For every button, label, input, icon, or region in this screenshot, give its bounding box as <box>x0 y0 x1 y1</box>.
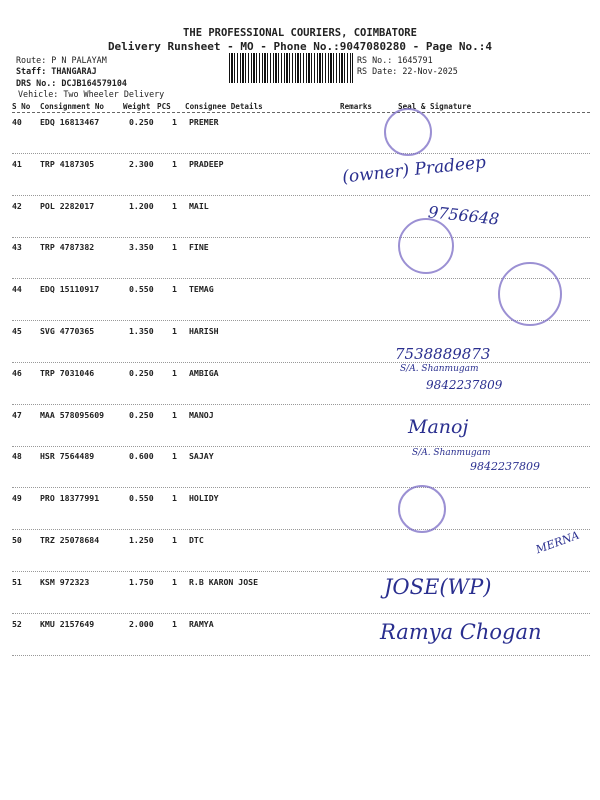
row-divider <box>12 404 590 405</box>
pcs-cell: 1 <box>172 451 177 462</box>
signature-mail: 9756648 <box>427 202 501 229</box>
sno-cell: 46 <box>12 367 22 378</box>
consignment-cell: TRP 4187305 <box>40 158 95 169</box>
consignment-cell: TRZ 25078684 <box>40 535 100 545</box>
header-rule <box>12 112 590 113</box>
weight-cell: 0.250 <box>129 367 154 378</box>
company-title: THE PROFESSIONAL COURIERS, COIMBATORE <box>183 27 417 39</box>
sno-cell: 52 <box>12 618 22 629</box>
weight-cell: 2.300 <box>129 158 154 169</box>
signature-sajay-name: S/A. Shanmugam <box>412 448 491 458</box>
sno-cell: 48 <box>12 451 22 462</box>
col-remarks: Remarks <box>340 102 373 111</box>
sno-cell: 49 <box>12 493 22 504</box>
signature-pradeep: (owner) Pradeep <box>341 152 487 188</box>
consignee-cell: DTC <box>189 535 204 545</box>
consignment-cell: TRP 7031046 <box>40 367 95 378</box>
pcs-cell: 1 <box>172 158 177 169</box>
row-divider <box>12 320 590 321</box>
weight-cell: 0.550 <box>129 493 154 504</box>
row-divider <box>12 362 590 363</box>
rs-number: RS No.: 1645791 <box>357 55 433 65</box>
row-divider <box>12 446 590 447</box>
col-sno: S No <box>12 102 31 111</box>
weight-cell: 1.200 <box>129 200 154 211</box>
pcs-cell: 1 <box>172 409 177 420</box>
row-divider <box>12 487 590 488</box>
sno-cell: 43 <box>12 242 22 253</box>
consignment-cell: EDQ 16813467 <box>40 117 100 127</box>
seal-stamp <box>398 218 454 274</box>
row-divider <box>12 655 590 656</box>
consignment-cell: HSR 7564489 <box>40 451 95 462</box>
row-divider <box>12 571 590 572</box>
signature-harish-name: S/A. Shanmugam <box>400 364 479 374</box>
sno-cell: 45 <box>12 326 22 336</box>
consignee-cell: HARISH <box>189 326 219 336</box>
consignee-cell: RAMYA <box>189 618 214 629</box>
pcs-cell: 1 <box>172 284 177 295</box>
col-pcs: PCS <box>157 102 171 111</box>
sno-cell: 44 <box>12 284 22 295</box>
consignee-cell: PRADEEP <box>189 158 224 169</box>
weight-cell: 1.250 <box>129 535 154 545</box>
col-weight: Weight <box>123 102 151 111</box>
consignment-cell: KMU 2157649 <box>40 618 95 629</box>
weight-cell: 3.350 <box>129 242 154 253</box>
runsheet-subtitle: Delivery Runsheet - MO - Phone No.:9047080280 - Page No.:4 <box>107 40 493 53</box>
consignee-cell: SAJAY <box>189 451 214 462</box>
signature-harish-phone2: 9842237809 <box>426 378 503 392</box>
weight-cell: 0.550 <box>129 284 154 295</box>
seal-stamp <box>498 262 562 326</box>
weight-cell: 0.600 <box>129 451 154 462</box>
pcs-cell: 1 <box>172 242 177 253</box>
row-divider <box>12 153 590 154</box>
signature-jose: JOSE(WP) <box>384 575 492 599</box>
weight-cell: 1.750 <box>129 576 154 587</box>
signature-dtc: MERNA <box>534 528 582 557</box>
weight-cell: 1.350 <box>129 326 154 336</box>
pcs-cell: 1 <box>172 493 177 504</box>
pcs-cell: 1 <box>172 326 177 336</box>
signature-sajay-phone: 9842237809 <box>470 460 540 473</box>
consignment-cell: POL 2282017 <box>40 200 95 211</box>
consignment-cell: KSM 972323 <box>40 576 90 587</box>
route: Route: P N PALAYAM <box>16 55 107 65</box>
row-divider <box>12 195 590 196</box>
signature-manoj: Manoj <box>408 416 469 438</box>
row-divider <box>12 613 590 614</box>
consignment-cell: SVG 4770365 <box>40 326 95 336</box>
consignee-cell: FINE <box>189 242 209 253</box>
sno-cell: 42 <box>12 200 22 211</box>
consignee-cell: AMBIGA <box>189 367 219 378</box>
weight-cell: 2.000 <box>129 618 154 629</box>
row-divider <box>12 529 590 530</box>
seal-stamp <box>398 485 446 533</box>
weight-cell: 0.250 <box>129 409 154 420</box>
consignee-cell: MANOJ <box>189 409 214 420</box>
pcs-cell: 1 <box>172 117 177 127</box>
row-divider <box>12 237 590 238</box>
pcs-cell: 1 <box>172 535 177 545</box>
signature-harish-phone: 7538889873 <box>395 345 491 363</box>
barcode <box>229 53 353 83</box>
consignment-cell: EDQ 15110917 <box>40 284 100 295</box>
vehicle: Vehicle: Two Wheeler Delivery <box>18 89 165 99</box>
signature-ramya: Ramya Chogan <box>380 620 542 644</box>
rs-date: RS Date: 22-Nov-2025 <box>357 66 458 76</box>
sno-cell: 40 <box>12 117 22 127</box>
pcs-cell: 1 <box>172 576 177 587</box>
consignee-cell: PREMER <box>189 117 219 127</box>
pcs-cell: 1 <box>172 618 177 629</box>
consignee-cell: HOLIDY <box>189 493 219 504</box>
pcs-cell: 1 <box>172 200 177 211</box>
consignment-cell: TRP 4787382 <box>40 242 95 253</box>
staff: Staff: THANGARAJ <box>16 66 97 76</box>
weight-cell: 0.250 <box>129 117 154 127</box>
col-consignee: Consignee Details <box>185 102 263 111</box>
col-seal-signature: Seal & Signature <box>398 102 472 111</box>
consignee-cell: R.B KARON JOSE <box>189 576 259 587</box>
drs-number: DRS No.: DCJB164579104 <box>16 78 127 88</box>
consignment-cell: PRO 18377991 <box>40 493 100 504</box>
seal-stamp <box>384 108 432 156</box>
sno-cell: 47 <box>12 409 22 420</box>
sno-cell: 51 <box>12 576 22 587</box>
sno-cell: 50 <box>12 535 22 545</box>
consignment-cell: MAA 578095609 <box>40 409 105 420</box>
pcs-cell: 1 <box>172 367 177 378</box>
sno-cell: 41 <box>12 158 22 169</box>
col-consignment: Consignment No <box>40 102 105 111</box>
consignee-cell: TEMAG <box>189 284 214 295</box>
consignee-cell: MAIL <box>189 200 209 211</box>
